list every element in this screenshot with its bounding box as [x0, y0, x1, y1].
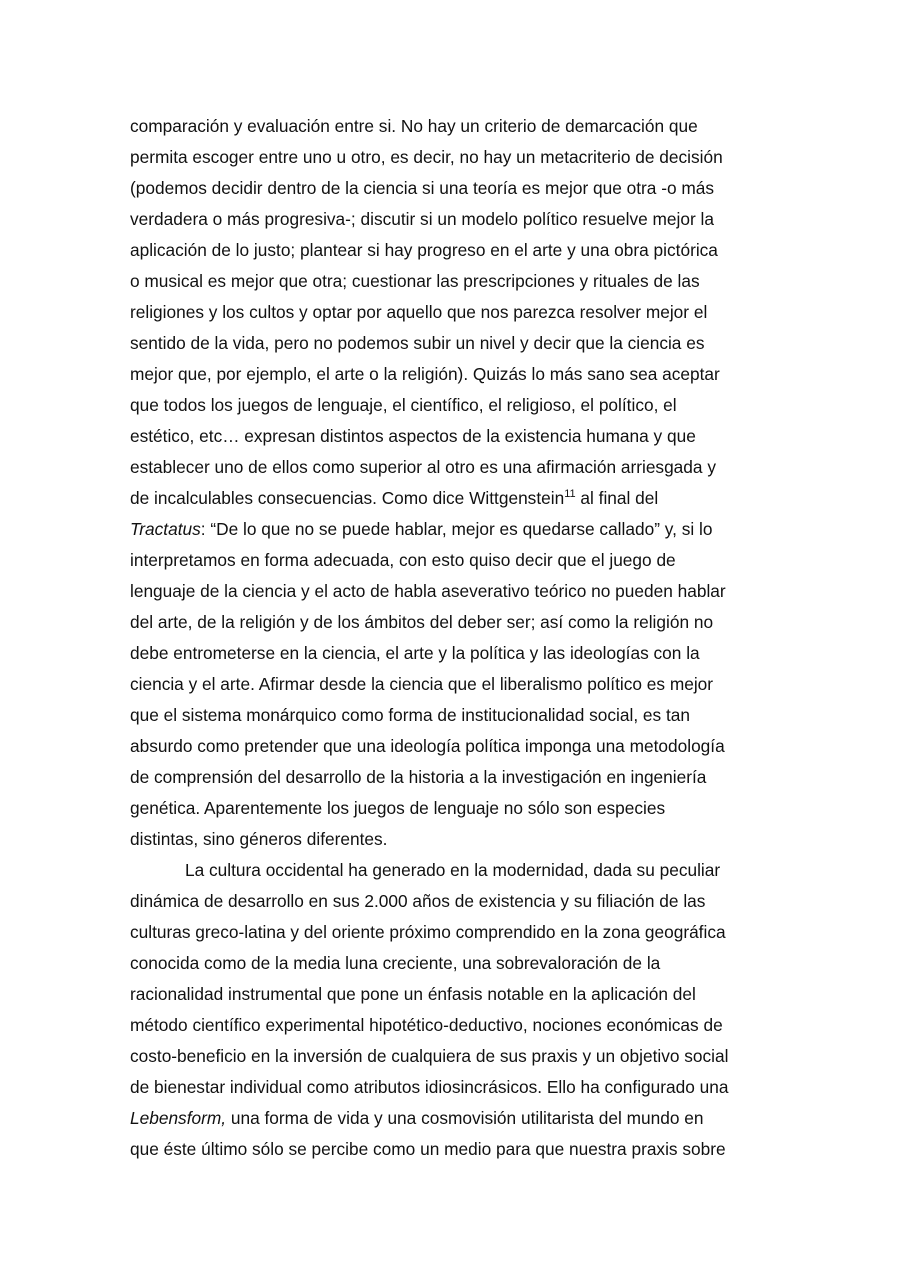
text-line: religiones y los cultos y optar por aquello que nos parezca resolver mejor el — [130, 302, 708, 322]
text-line: (podemos decidir dentro de la ciencia si una teoría es mejor que otra -o más — [130, 178, 715, 198]
text-line: permita escoger entre uno u otro, es decir, no hay un metacriterio de decisión — [130, 147, 723, 167]
text-line: absurdo como pretender que una ideología política imponga una metodología — [130, 736, 725, 756]
text-segment: : “De lo que no se puede hablar, mejor es quedarse callado” y, si lo — [200, 519, 713, 539]
text-line: aplicación de lo justo; plantear si hay progreso en el arte y una obra pictórica — [130, 240, 718, 260]
text-line: de comprensión del desarrollo de la historia a la investigación en ingeniería — [130, 767, 707, 787]
text-line: La cultura occidental ha generado en la modernidad, dada su peculiar — [185, 860, 721, 880]
text-line: distintas, sino géneros diferentes. — [130, 829, 388, 849]
paragraph-1 — [130, 111, 790, 855]
text-line: racionalidad instrumental que pone un énfasis notable en la aplicación del — [130, 984, 696, 1004]
text-line: que todos los juegos de lenguaje, el científico, el religioso, el político, el — [130, 395, 677, 415]
text-line: de bienestar individual como atributos idiosincrásicos. Ello ha configurado una — [130, 1077, 729, 1097]
text-line: interpretamos en forma adecuada, con esto quiso decir que el juego de — [130, 550, 676, 570]
text-line — [130, 514, 790, 545]
footnote-marker: 11 — [564, 488, 576, 500]
text-line: sentido de la vida, pero no podemos subir un nivel y decir que la ciencia es — [130, 333, 705, 353]
body-text — [130, 111, 790, 1165]
text-line: comparación y evaluación entre si. No hay un criterio de demarcación que — [130, 116, 698, 136]
text-segment: al final del — [575, 488, 659, 508]
text-line: estético, etc… expresan distintos aspectos de la existencia humana y que — [130, 426, 696, 446]
text-line: del arte, de la religión y de los ámbitos del deber ser; así como la religión no — [130, 612, 714, 632]
text-line: mejor que, por ejemplo, el arte o la religión). Quizás lo más sano sea aceptar — [130, 364, 720, 384]
italic-term: Lebensform, — [130, 1108, 227, 1128]
text-line: culturas greco-latina y del oriente próximo comprendido en la zona geográfica — [130, 922, 726, 942]
text-line: dinámica de desarrollo en sus 2.000 años de existencia y su filiación de las — [130, 891, 706, 911]
text-line: método científico experimental hipotético-deductivo, nociones económicas de — [130, 1015, 723, 1035]
text-line — [130, 1103, 790, 1134]
text-line — [130, 483, 790, 514]
text-line: que éste último sólo se percibe como un medio para que nuestra praxis sobre — [130, 1139, 726, 1159]
text-line: o musical es mejor que otra; cuestionar las prescripciones y rituales de las — [130, 271, 700, 291]
text-line: lenguaje de la ciencia y el acto de habla aseverativo teórico no pueden hablar — [130, 581, 726, 601]
text-line: costo-beneficio en la inversión de cualquiera de sus praxis y un objetivo social — [130, 1046, 729, 1066]
text-line: conocida como de la media luna creciente, una sobrevaloración de la — [130, 953, 661, 973]
text-line: ciencia y el arte. Afirmar desde la ciencia que el liberalismo político es mejor — [130, 674, 714, 694]
text-line: verdadera o más progresiva-; discutir si un modelo político resuelve mejor la — [130, 209, 714, 229]
text-segment: de incalculables consecuencias. Como dice Wittgenstein — [130, 488, 565, 508]
text-line: establecer uno de ellos como superior al otro es una afirmación arriesgada y — [130, 457, 716, 477]
text-line: que el sistema monárquico como forma de institucionalidad social, es tan — [130, 705, 691, 725]
text-line: debe entrometerse en la ciencia, el arte y la política y las ideologías con la — [130, 643, 700, 663]
paragraph-2 — [130, 855, 790, 1165]
italic-title: Tractatus — [130, 519, 201, 539]
text-line: genética. Aparentemente los juegos de lenguaje no sólo son especies — [130, 798, 666, 818]
text-segment: una forma de vida y una cosmovisión utilitarista del mundo en — [226, 1108, 704, 1128]
